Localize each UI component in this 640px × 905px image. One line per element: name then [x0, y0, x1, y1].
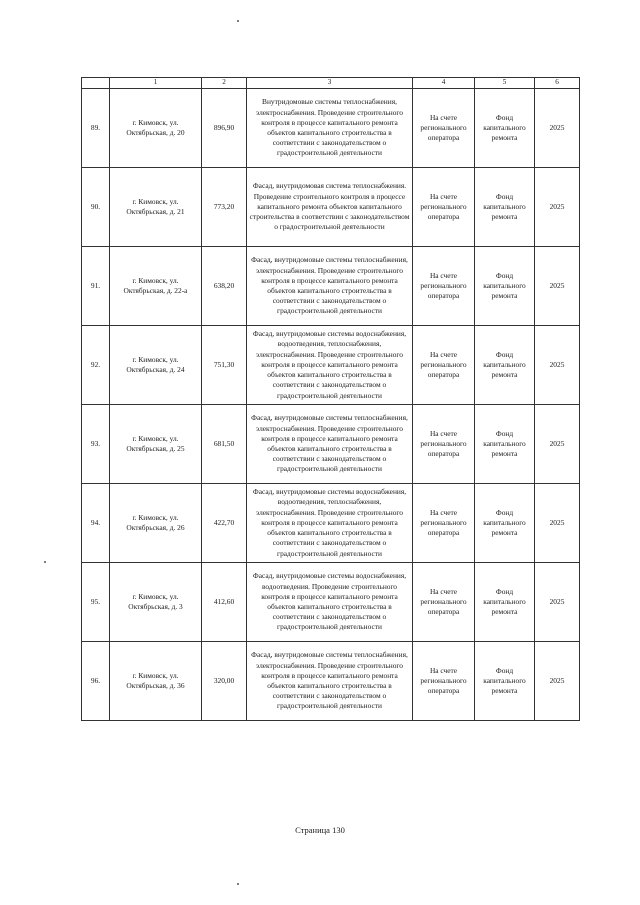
scan-speck — [237, 883, 239, 885]
account-cell: На счете регионального оператора — [413, 89, 475, 168]
address-cell: г. Кимовск, ул. Октябрьская, д. 26 — [110, 484, 202, 563]
row-number: 91. — [82, 247, 110, 326]
year-cell: 2025 — [535, 168, 580, 247]
account-cell: На счете регионального оператора — [413, 405, 475, 484]
scan-speck — [237, 20, 239, 22]
address-cell: г. Кимовск, ул. Октябрьская, д. 24 — [110, 326, 202, 405]
year-cell: 2025 — [535, 89, 580, 168]
account-cell: На счете регионального оператора — [413, 484, 475, 563]
row-number: 93. — [82, 405, 110, 484]
table-body — [82, 89, 580, 721]
year-cell: 2025 — [535, 484, 580, 563]
table-row — [82, 326, 580, 405]
row-number: 95. — [82, 563, 110, 642]
work-description-cell: Фасад, внутридомовые системы теплоснабжения, электроснабжения. Проведение строительного контроля в процессе капитального ремонта объектов капитального строительства в соответствии с законодательством о градостроительной деятельности — [247, 405, 413, 484]
year-cell: 2025 — [535, 247, 580, 326]
table-row — [82, 642, 580, 721]
funding-source-cell: Фонд капитального ремонта — [475, 563, 535, 642]
account-cell: На счете регионального оператора — [413, 326, 475, 405]
row-number: 90. — [82, 168, 110, 247]
header-cell-index — [82, 78, 110, 89]
account-cell: На счете регионального оператора — [413, 247, 475, 326]
address-cell: г. Кимовск, ул. Октябрьская, д. 36 — [110, 642, 202, 721]
work-description-cell: Фасад, внутридомовые системы теплоснабжения, электроснабжения. Проведение строительного контроля в процессе капитального ремонта объектов капитального строительства в соответствии с законодательством о градостроительной деятельности — [247, 642, 413, 721]
address-cell: г. Кимовск, ул. Октябрьская, д. 25 — [110, 405, 202, 484]
row-number: 96. — [82, 642, 110, 721]
account-cell: На счете регионального оператора — [413, 642, 475, 721]
funding-source-cell: Фонд капитального ремонта — [475, 168, 535, 247]
page-number: Страница 130 — [295, 825, 345, 835]
header-cell-2: 2 — [202, 78, 247, 89]
header-cell-3: 3 — [247, 78, 413, 89]
year-cell: 2025 — [535, 405, 580, 484]
table-row — [82, 563, 580, 642]
address-cell: г. Кимовск, ул. Октябрьская, д. 3 — [110, 563, 202, 642]
area-cell: 773,20 — [202, 168, 247, 247]
year-cell: 2025 — [535, 563, 580, 642]
area-cell: 638,20 — [202, 247, 247, 326]
funding-source-cell: Фонд капитального ремонта — [475, 89, 535, 168]
header-cell-1: 1 — [110, 78, 202, 89]
work-description-cell: Фасад, внутридомовые системы водоснабжения, водоотведения. Проведение строительного контроля в процессе капитального ремонта объектов капитального строительства в соответствии с законодательством о градостроительной деятельности — [247, 563, 413, 642]
work-description-cell: Фасад, внутридомовые системы водоснабжения, водоотведения, теплоснабжения, электроснабжения. Проведение строительного контроля в процессе капитального ремонта объектов капитального строительства в соответствии с законодательством о градостроительной деятельности — [247, 326, 413, 405]
header-cell-5: 5 — [475, 78, 535, 89]
area-cell: 320,00 — [202, 642, 247, 721]
funding-source-cell: Фонд капитального ремонта — [475, 247, 535, 326]
row-number: 94. — [82, 484, 110, 563]
table-header-row — [82, 78, 580, 89]
address-cell: г. Кимовск, ул. Октябрьская, д. 22-а — [110, 247, 202, 326]
account-cell: На счете регионального оператора — [413, 168, 475, 247]
area-cell: 422,70 — [202, 484, 247, 563]
work-description-cell: Фасад, внутридомовая система теплоснабжения. Проведение строительного контроля в процессе капитального ремонта объектов капитального строительства в соответствии с законодательством о градостроительной деятельности — [247, 168, 413, 247]
year-cell: 2025 — [535, 326, 580, 405]
funding-source-cell: Фонд капитального ремонта — [475, 484, 535, 563]
table-row — [82, 89, 580, 168]
address-cell: г. Кимовск, ул. Октябрьская, д. 20 — [110, 89, 202, 168]
repair-schedule-table — [81, 77, 580, 721]
funding-source-cell: Фонд капитального ремонта — [475, 326, 535, 405]
scan-speck — [44, 561, 46, 563]
table-row — [82, 484, 580, 563]
row-number: 89. — [82, 89, 110, 168]
area-cell: 751,30 — [202, 326, 247, 405]
funding-source-cell: Фонд капитального ремонта — [475, 405, 535, 484]
work-description-cell: Фасад, внутридомовые системы водоснабжения, водоотведения, теплоснабжения, электроснабжения. Проведение строительного контроля в процессе капитального ремонта объектов капитального строительства в соответствии с законодательством о градостроительной деятельности — [247, 484, 413, 563]
area-cell: 681,50 — [202, 405, 247, 484]
header-cell-4: 4 — [413, 78, 475, 89]
table-row — [82, 168, 580, 247]
funding-source-cell: Фонд капитального ремонта — [475, 642, 535, 721]
table-row — [82, 405, 580, 484]
header-cell-6: 6 — [535, 78, 580, 89]
account-cell: На счете регионального оператора — [413, 563, 475, 642]
area-cell: 412,60 — [202, 563, 247, 642]
work-description-cell: Внутридомовые системы теплоснабжения, электроснабжения. Проведение строительного контроля в процессе капитального ремонта объектов капитального строительства в соответствии с законодательством о градостроительной деятельности — [247, 89, 413, 168]
area-cell: 896,90 — [202, 89, 247, 168]
year-cell: 2025 — [535, 642, 580, 721]
table-row — [82, 247, 580, 326]
address-cell: г. Кимовск, ул. Октябрьская, д. 21 — [110, 168, 202, 247]
work-description-cell: Фасад, внутридомовые системы теплоснабжения, электроснабжения. Проведение строительного контроля в процессе капитального ремонта объектов капитального строительства в соответствии с законодательством о градостроительной деятельности — [247, 247, 413, 326]
row-number: 92. — [82, 326, 110, 405]
